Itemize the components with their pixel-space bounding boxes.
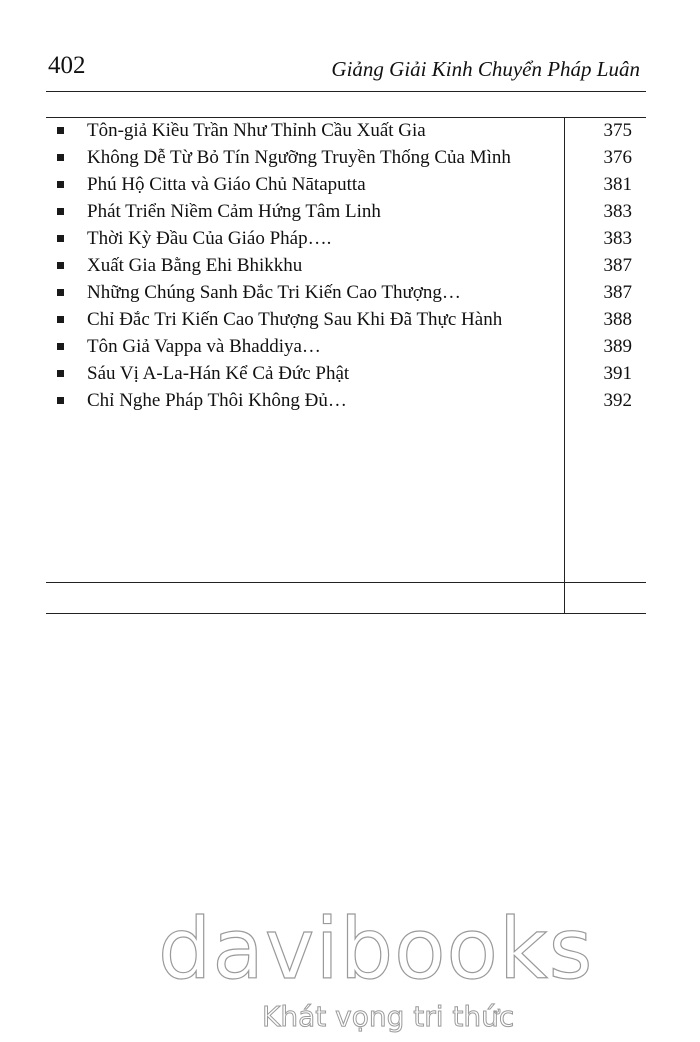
toc-entry-page: 381 xyxy=(603,174,632,195)
toc-entry-title: Tôn-giả Kiều Trần Như Thỉnh Cầu Xuất Gia xyxy=(87,120,426,141)
toc-entry-title: Tôn Giả Vappa và Bhaddiya… xyxy=(87,336,321,357)
bullet-icon xyxy=(57,289,64,296)
toc-entry-page: 383 xyxy=(603,201,632,222)
toc-list xyxy=(46,117,646,414)
toc-entry-page: 392 xyxy=(603,390,632,411)
toc-table xyxy=(46,117,646,614)
toc-entry xyxy=(46,333,646,360)
toc-entry-title: Sáu Vị A-La-Hán Kể Cả Đức Phật xyxy=(87,363,350,384)
running-title: Giảng Giải Kinh Chuyển Pháp Luân xyxy=(331,57,640,81)
toc-entry-page: 389 xyxy=(603,336,632,357)
page-number: 402 xyxy=(48,52,86,79)
toc-entry-title: Những Chúng Sanh Đắc Tri Kiến Cao Thượng… xyxy=(87,282,461,303)
toc-entry xyxy=(46,306,646,333)
toc-entry-title: Phú Hộ Citta và Giáo Chủ Nātaputta xyxy=(87,174,366,195)
toc-entry-title: Thời Kỳ Đầu Của Giáo Pháp…. xyxy=(87,228,332,249)
toc-entry xyxy=(46,252,646,279)
bullet-icon xyxy=(57,181,64,188)
toc-bottom-rule xyxy=(46,582,646,583)
watermark-slogan: Khát vọng tri thức xyxy=(262,1000,515,1033)
toc-entry-title: Chỉ Nghe Pháp Thôi Không Đủ… xyxy=(87,390,347,411)
toc-entry xyxy=(46,225,646,252)
toc-entry-page: 387 xyxy=(603,255,632,276)
bullet-icon xyxy=(57,154,64,161)
bullet-icon xyxy=(57,316,64,323)
toc-entry-page: 391 xyxy=(603,363,632,384)
toc-entry-page: 376 xyxy=(603,147,632,168)
toc-entry xyxy=(46,360,646,387)
toc-entry xyxy=(46,144,646,171)
bullet-icon xyxy=(57,370,64,377)
toc-entry-page: 375 xyxy=(603,120,632,141)
bullet-icon xyxy=(57,127,64,134)
bullet-icon xyxy=(57,343,64,350)
toc-entry-page: 388 xyxy=(603,309,632,330)
toc-entry-page: 387 xyxy=(603,282,632,303)
toc-entry-title: Không Dễ Từ Bỏ Tín Ngưỡng Truyền Thống Của Mình xyxy=(87,147,511,168)
toc-bottom-rule-2 xyxy=(46,613,646,614)
header-rule xyxy=(46,91,646,92)
bullet-icon xyxy=(57,235,64,242)
toc-entry xyxy=(46,279,646,306)
bullet-icon xyxy=(57,397,64,404)
toc-entry xyxy=(46,117,646,144)
toc-entry-title: Phát Triển Niềm Cảm Hứng Tâm Linh xyxy=(87,201,381,222)
bullet-icon xyxy=(57,262,64,269)
toc-entry xyxy=(46,171,646,198)
toc-entry-title: Chỉ Đắc Tri Kiến Cao Thượng Sau Khi Đã Thực Hành xyxy=(87,309,503,330)
toc-entry xyxy=(46,198,646,225)
watermark-brand: davibooks xyxy=(158,900,594,998)
toc-entry-page: 383 xyxy=(603,228,632,249)
toc-entry-title: Xuất Gia Bằng Ehi Bhikkhu xyxy=(87,255,303,276)
toc-entry xyxy=(46,387,646,414)
bullet-icon xyxy=(57,208,64,215)
